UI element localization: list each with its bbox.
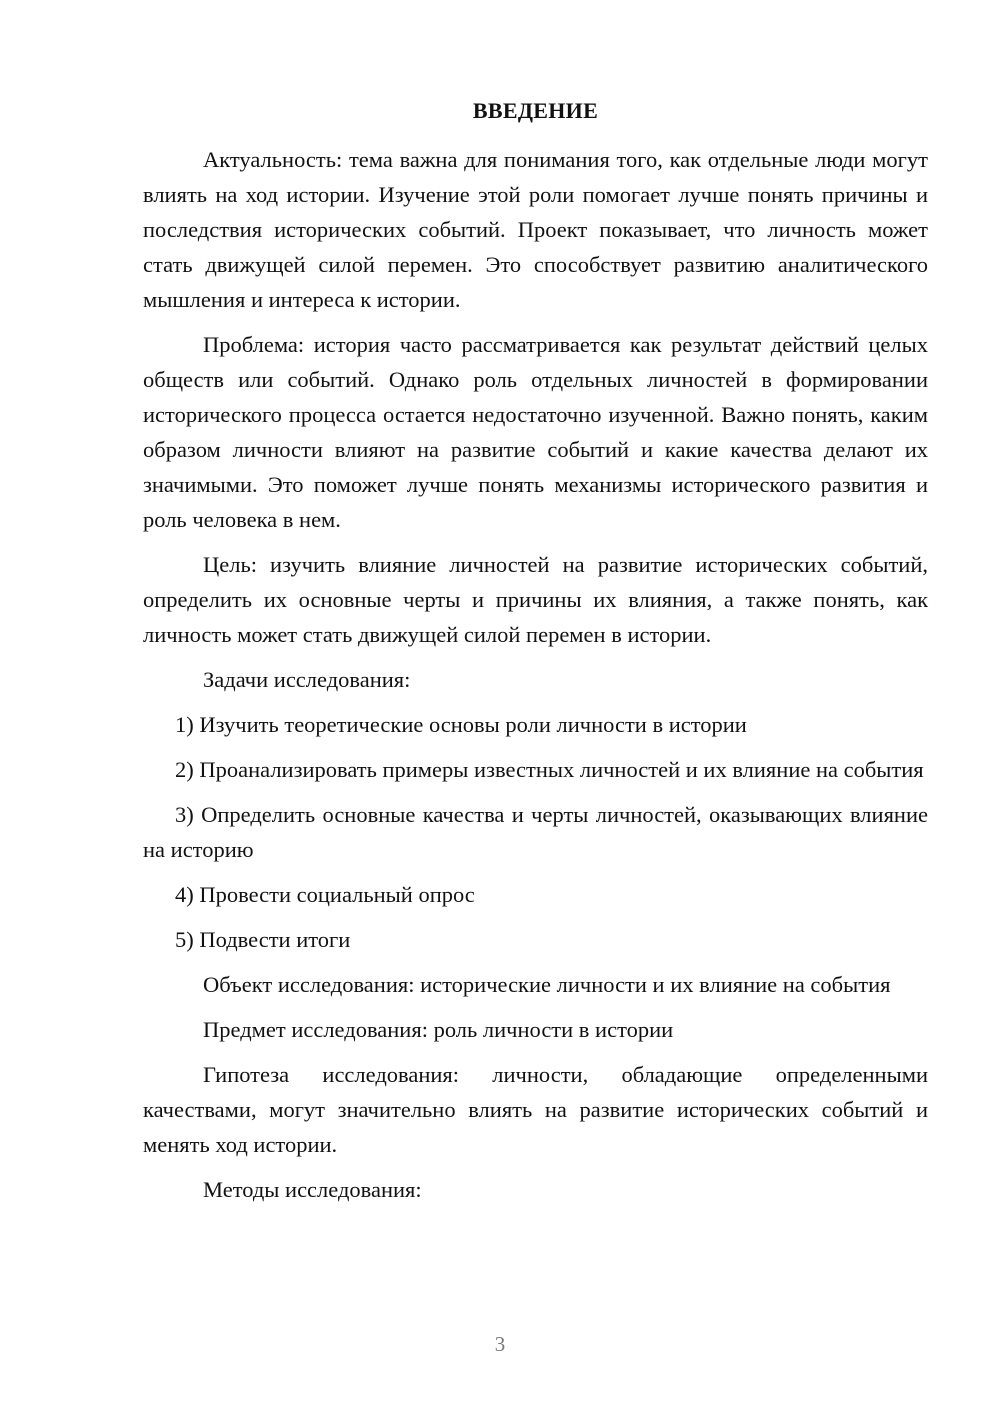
task-item-3: 3) Определить основные качества и черты личностей, оказывающих влияние на историю xyxy=(143,802,928,862)
page-title: ВВЕДЕНИЕ xyxy=(472,98,599,123)
subject-paragraph: Предмет исследования: роль личности в истории xyxy=(203,1017,674,1042)
object-paragraph: Объект исследования: исторические личности и их влияние на события xyxy=(203,972,891,997)
task-item-1: 1) Изучить теоретические основы роли личности в истории xyxy=(175,712,747,737)
problem-paragraph: Проблема: история часто рассматривается как результат действий целых обществ или событий. Однако роль отдельных личностей в формировании исторического процесса остается недостаточно изученной. Важно понять, каким образом личности влияют на развитие событий и какие качества делают их значимыми. Это поможет лучше понять механизмы исторического развития и роль человека в нем. xyxy=(143,332,928,532)
methods-heading: Методы исследования: xyxy=(203,1177,422,1202)
goal-paragraph: Цель: изучить влияние личностей на развитие исторических событий, определить их основные черты и причины их влияния, а также понять, как личность может стать движущей силой перемен в истории. xyxy=(143,552,928,647)
document-page xyxy=(143,93,928,1217)
hypothesis-paragraph: Гипотеза исследования: личности, обладающие определенными качествами, могут значительно влиять на развитие исторических событий и менять ход истории. xyxy=(143,1062,928,1157)
task-item-5: 5) Подвести итоги xyxy=(175,927,351,952)
relevance-paragraph: Актуальность: тема важна для понимания того, как отдельные люди могут влиять на ход истории. Изучение этой роли помогает лучше понять причины и последствия исторических событий. Проект показывает, что личность может стать движущей силой перемен. Это способствует развитию аналитического мышления и интереса к истории. xyxy=(143,147,928,312)
tasks-heading: Задачи исследования: xyxy=(203,667,411,692)
task-item-2: 2) Проанализировать примеры известных личностей и их влияние на события xyxy=(175,757,924,782)
page-number: 3 xyxy=(494,1332,506,1356)
task-item-4: 4) Провести социальный опрос xyxy=(175,882,475,907)
